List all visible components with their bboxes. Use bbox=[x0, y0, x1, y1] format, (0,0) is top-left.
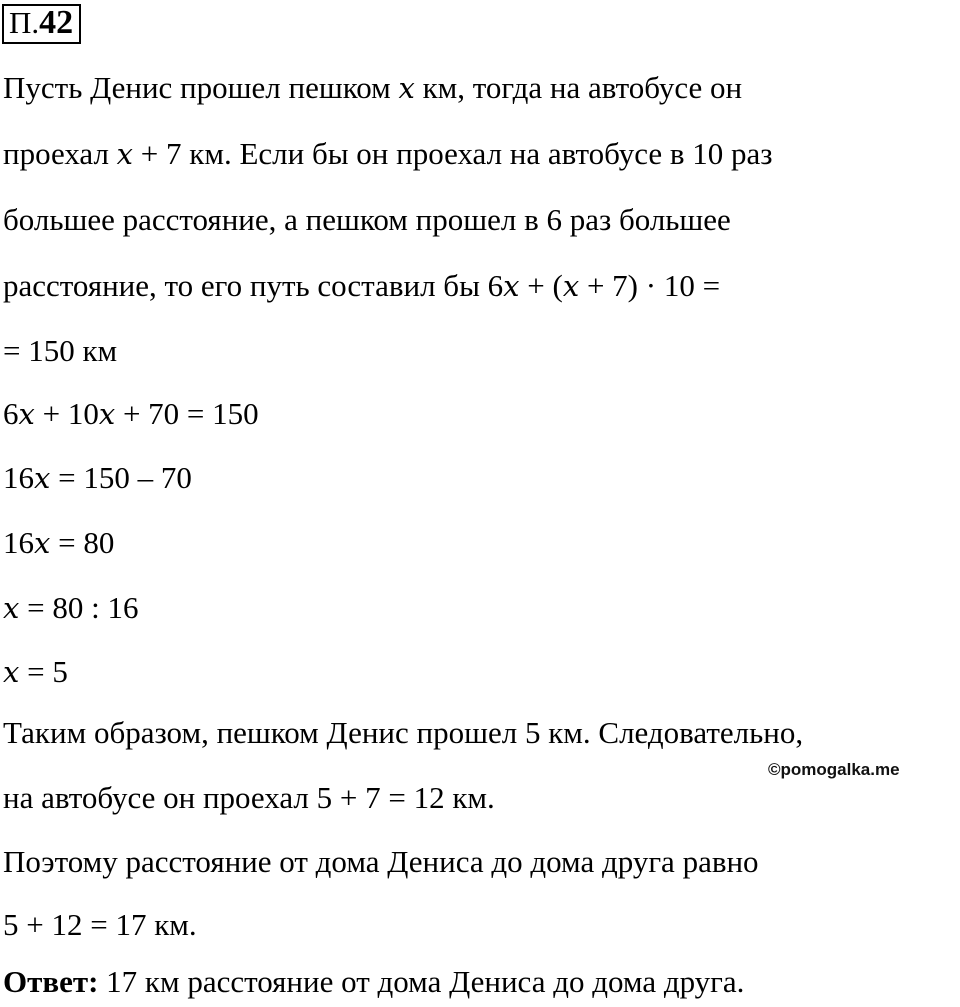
solution-line bbox=[3, 588, 138, 628]
solution-line bbox=[3, 331, 117, 371]
solution-line bbox=[3, 266, 720, 306]
text-segment: + ( bbox=[519, 268, 563, 303]
text-segment: = 80 : 16 bbox=[19, 590, 139, 625]
answer-line bbox=[3, 962, 744, 1002]
text-segment: + 10 bbox=[34, 396, 99, 431]
problem-number-label bbox=[2, 4, 81, 44]
variable-x: x bbox=[562, 269, 580, 303]
text-segment: 16 bbox=[3, 460, 34, 495]
solution-line bbox=[3, 394, 259, 434]
solution-line bbox=[3, 68, 742, 108]
problem-prefix: П. bbox=[9, 5, 40, 40]
text-segment: 6 bbox=[3, 396, 19, 431]
solution-line bbox=[3, 652, 68, 692]
text-segment: Таким образом, пешком Денис прошел 5 км. Следовательно, bbox=[3, 715, 804, 750]
variable-x: x bbox=[3, 591, 20, 625]
variable-x: x bbox=[34, 526, 51, 560]
answer-text: 17 км расстояние от дома Дениса до дома друга. bbox=[98, 964, 745, 999]
answer-label: Ответ: bbox=[3, 964, 99, 999]
variable-x: x bbox=[398, 71, 415, 105]
solution-line bbox=[3, 778, 495, 818]
text-segment: = 80 bbox=[50, 525, 115, 560]
text-segment: расстояние, то его путь составил бы 6 bbox=[3, 268, 504, 303]
solution-line bbox=[3, 842, 759, 882]
text-segment: 16 bbox=[3, 525, 34, 560]
text-segment: = 150 – 70 bbox=[50, 460, 192, 495]
variable-x: x bbox=[34, 461, 51, 495]
problem-number: 42 bbox=[39, 4, 74, 41]
text-segment: + 7) · 10 = bbox=[579, 268, 721, 303]
text-segment: = 5 bbox=[19, 654, 68, 689]
text-segment: км, тогда на автобусе он bbox=[414, 70, 743, 105]
solution-line bbox=[3, 458, 192, 498]
text-segment: на автобусе он проехал 5 + 7 = 12 км. bbox=[3, 780, 495, 815]
text-segment: 5 + 12 = 17 км. bbox=[3, 907, 197, 942]
text-segment: + 7 км. Если бы он проехал на автобусе в 10 раз bbox=[133, 136, 773, 171]
solution-line bbox=[3, 134, 773, 174]
text-segment: + 70 = 150 bbox=[115, 396, 259, 431]
solution-line bbox=[3, 905, 197, 945]
variable-x: x bbox=[3, 655, 20, 689]
variable-x: x bbox=[503, 269, 520, 303]
text-segment: Пусть Денис прошел пешком bbox=[3, 70, 399, 105]
text-segment: Поэтому расстояние от дома Дениса до дома друга равно bbox=[3, 844, 759, 879]
solution-line bbox=[3, 713, 803, 753]
solution-line bbox=[3, 200, 731, 240]
text-segment: = 150 км bbox=[3, 333, 118, 368]
variable-x: x bbox=[98, 397, 116, 431]
solution-line bbox=[3, 523, 114, 563]
variable-x: x bbox=[18, 397, 35, 431]
text-segment: большее расстояние, а пешком прошел в 6 раз большее bbox=[3, 202, 731, 237]
variable-x: x bbox=[116, 137, 134, 171]
text-segment: проехал bbox=[3, 136, 117, 171]
watermark: ©pomogalka.me bbox=[768, 760, 900, 779]
